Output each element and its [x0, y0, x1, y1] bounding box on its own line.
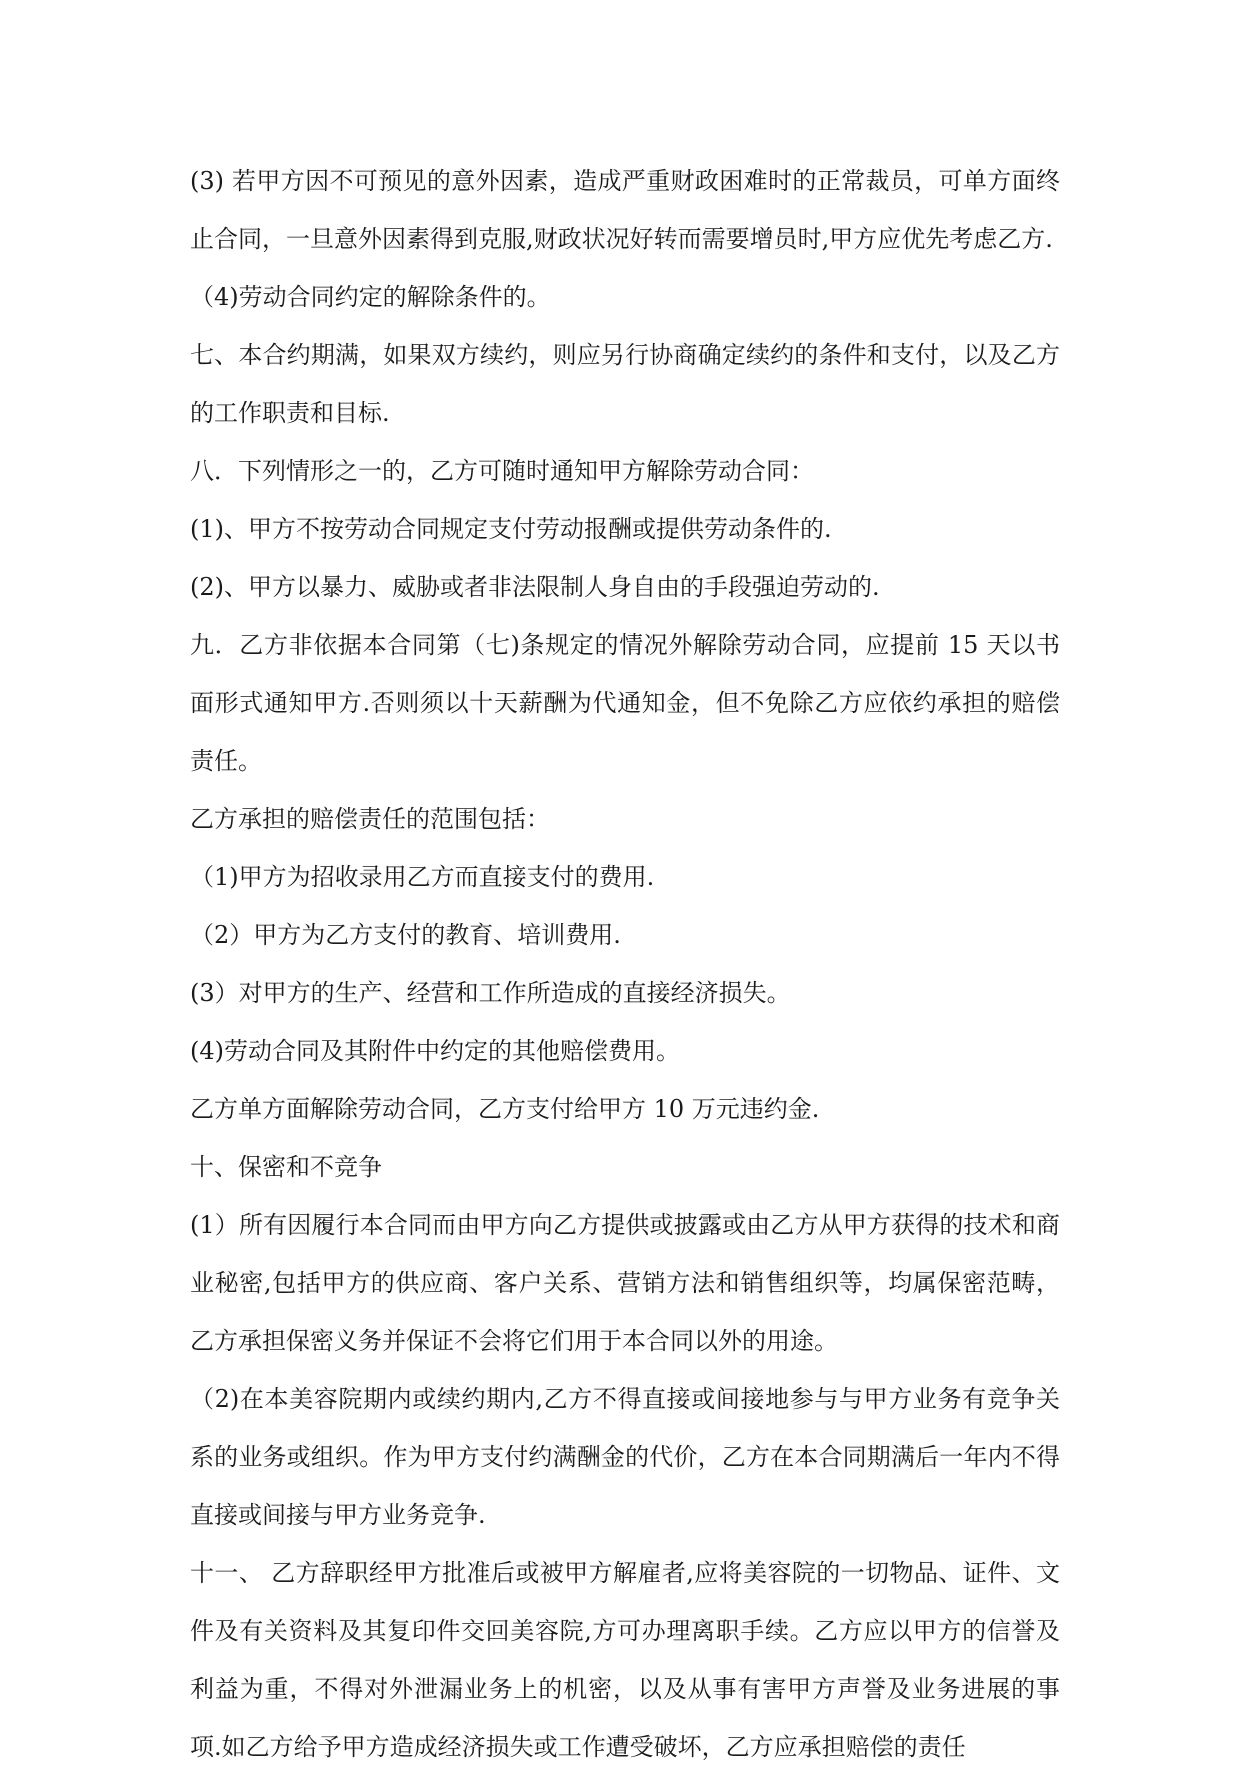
clause-8: 八．下列情形之一的，乙方可随时通知甲方解除劳动合同： — [190, 457, 814, 485]
clause-10-heading: 十、保密和不竞争 — [190, 1153, 382, 1181]
clause-11: 十一、 乙方辞职经甲方批准后或被甲方解雇者,应将美容院的一切物品、证件、文件及有关资料及其复印件交回美容院,方可办理离职手续。乙方应以甲方的信誉及利益为重，不得对外泄漏业务上的机密，以及从事有害甲方声誉及业务进展的事项.如乙方给予甲方造成经济损失或工作遭受破坏，乙方应承担赔偿的责任 — [190, 1559, 1060, 1761]
clause-9-3: (3）对甲方的生产、经营和工作所造成的直接经济损失。 — [190, 979, 791, 1007]
clause-10-2: （2)在本美容院期内或续约期内,乙方不得直接或间接地参与与甲方业务有竞争关系的业务或组织。作为甲方支付约满酬金的代价，乙方在本合同期满后一年内不得直接或间接与甲方业务竞争. — [190, 1385, 1060, 1529]
clause-7: 七、本合约期满，如果双方续约，则应另行协商确定续约的条件和支付，以及乙方的工作职责和目标. — [190, 341, 1060, 427]
document-body — [190, 152, 1060, 1776]
clause-10-1: (1）所有因履行本合同而由甲方向乙方提供或披露或由乙方从甲方获得的技术和商业秘密,包括甲方的供应商、客户关系、营销方法和销售组织等，均属保密范畴，乙方承担保密义务并保证不会将它们用于本合同以外的用途。 — [190, 1211, 1060, 1355]
clause-9-1: （1)甲方为招收录用乙方而直接支付的费用. — [190, 863, 655, 891]
clause-6-3: (3) 若甲方因不可预见的意外因素，造成严重财政困难时的正常裁员，可单方面终止合同，一旦意外因素得到克服,财政状况好转而需要增员时,甲方应优先考虑乙方. — [190, 167, 1060, 253]
clause-8-1: (1)、甲方不按劳动合同规定支付劳动报酬或提供劳动条件的. — [190, 515, 832, 543]
clause-9-4: (4)劳动合同及其附件中约定的其他赔偿费用。 — [190, 1037, 680, 1065]
clause-8-2: (2)、甲方以暴力、威胁或者非法限制人身自由的手段强迫劳动的. — [190, 573, 880, 601]
clause-9: 九．乙方非依据本合同第（七)条规定的情况外解除劳动合同，应提前 15 天以书面形式通知甲方.否则须以十天薪酬为代通知金，但不免除乙方应依约承担的赔偿责任。 — [190, 631, 1060, 775]
clause-6-4: （4)劳动合同约定的解除条件的。 — [190, 283, 551, 311]
clause-9-2: （2）甲方为乙方支付的教育、培训费用. — [190, 921, 621, 949]
clause-9-scope: 乙方承担的赔偿责任的范围包括： — [190, 805, 550, 833]
clause-9-penalty: 乙方单方面解除劳动合同，乙方支付给甲方 10 万元违约金. — [190, 1095, 820, 1123]
